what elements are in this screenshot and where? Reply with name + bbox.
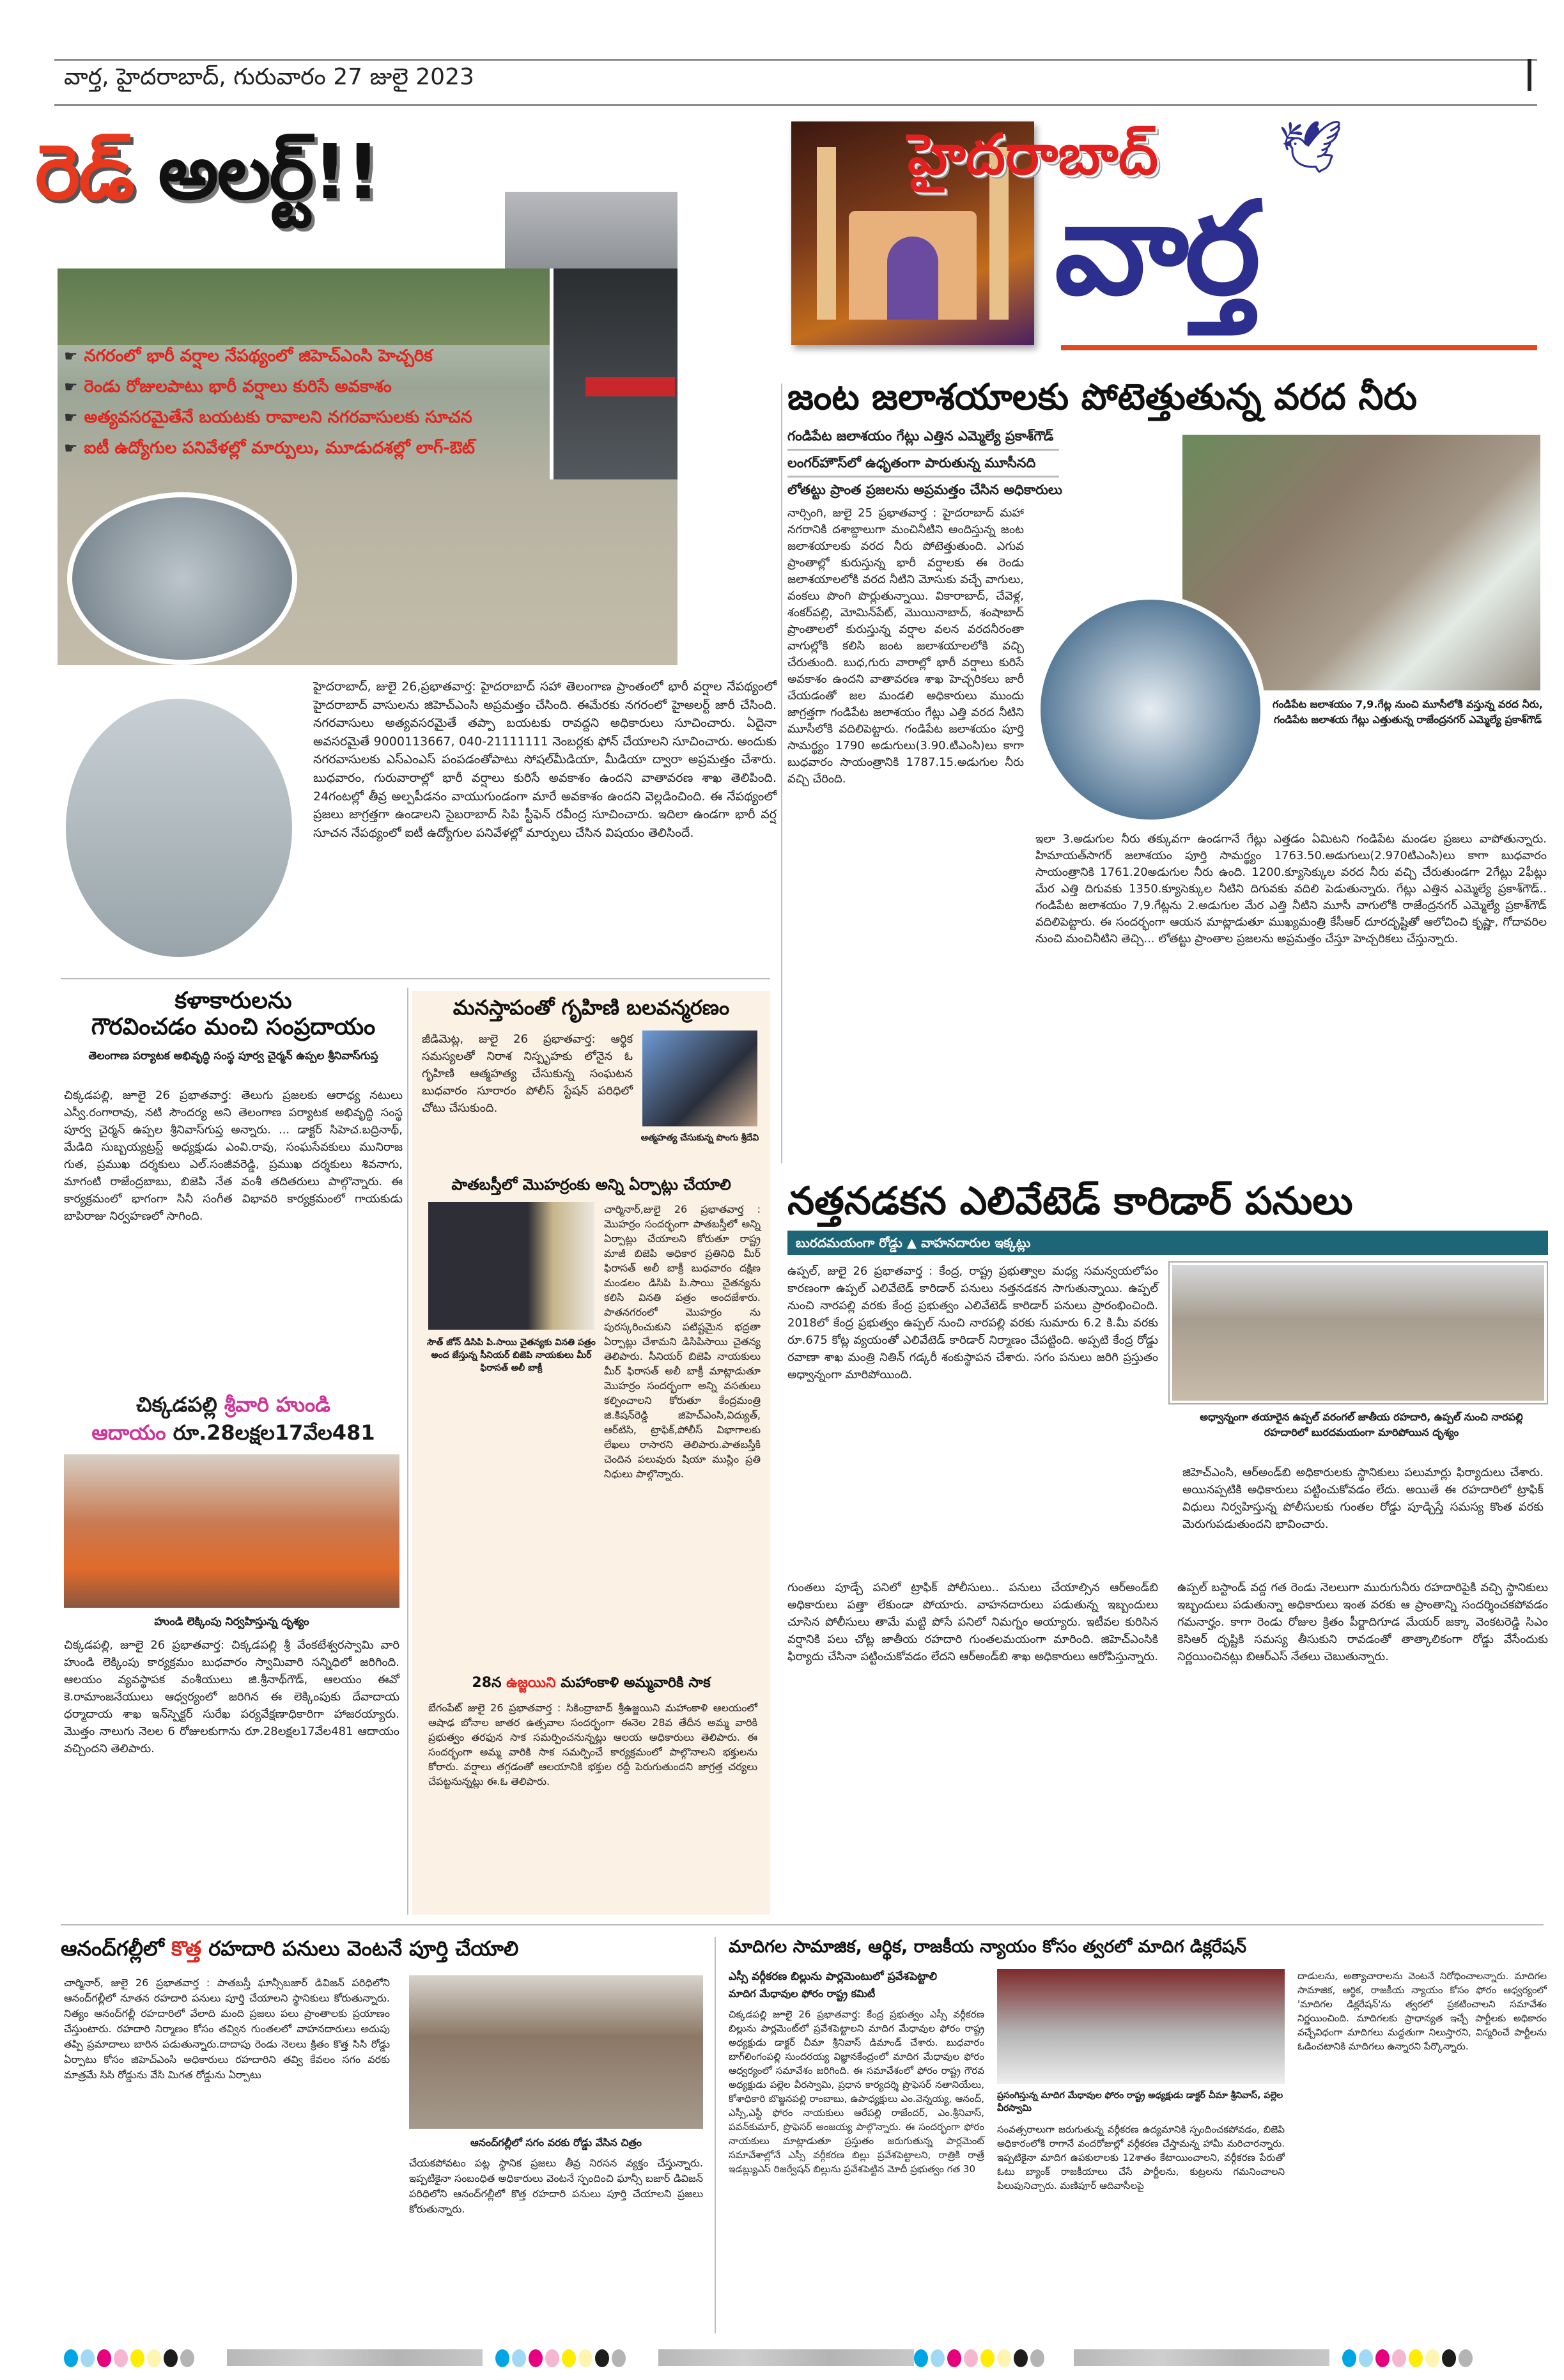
hundi-body: చిక్కడపల్లి, జూలై 26 ప్రభాతవార్త: చిక్కడపల్లి శ్రీ వేంకటేశ్వరస్వామి వారి హుండి లెక్కింపు కార్యక్రమం బుధవారం స్వామివారి సన్నిధిలో జరిగింది. ఆలయం వ్యవస్థాపక వంశీయులు జి.శ్రీనాథ్‌గౌడ్, ఆలయం ఈవో కె.రామాంజనేయులు ఆధ్వర్యంలో జరిగిన ఈ లెక్కింపుకు దేవాదాయ ధర్మాదాయ శాఖ ఇన్‌స్పెక్టర్ సురేఖ పర్యవేక్షణాధికారిగా హాజరయ్యారు. మొత్తం నాలుగు నెలల 6 రోజులకుగాను రూ.28లక్షల17వేల481 ఆదాయం వచ్చిందని తెలిపారు.	[64, 1638, 399, 1755]
anandgalli-headline: ఆనంద్‌గల్లీలో కొత్త రహదారి పనులు వెంటనే పూర్తి చేయాలి	[61, 1936, 519, 1961]
ujjaini-headline: 28న ఉజ్జయిని మహాంకాళి అమ్మవారికి సాక	[472, 1675, 711, 1691]
color-swatch-dot	[914, 2349, 928, 2367]
color-swatch-dot	[578, 2349, 592, 2367]
section-divider	[61, 1924, 1544, 1925]
hundi-headline: చిక్కడపల్లి శ్రీవారి హుండి ఆదాయం రూ.28లక్షల17వేల481	[91, 1392, 375, 1445]
street-photo-caption: ఆనంద్‌గల్లీలో సగం వరకు రోడ్డు వేసిన చిత్రం	[470, 2136, 642, 2149]
top-rule	[54, 59, 1537, 61]
victim-photo-caption: ఆత్మహత్య చేసుకున్న పొంగు శ్రీదేవి	[640, 1133, 759, 1143]
color-swatch-dot	[545, 2349, 559, 2367]
color-swatch-dot	[997, 2349, 1011, 2367]
color-swatch-dot	[980, 2349, 995, 2367]
corridor-body-3: జిహెచ్ఎంసి, ఆర్‌అండ్‌బి అధికారులకు స్థానికులు పలుమార్లు ఫిర్యాదులు చేశారు. అయినప్పటికి అధికారులు పట్టించుకోవడం లేదు. అయితే ఈ రహదారిలో ట్రాఫిక్ విధులు నిర్వహిస్తున్న పోలీసులకు గుంతల రోడ్డు పూడ్చిస్తే సమస్య కొంత వరకు మెరుగుపడుతుందని భావించారు.	[1182, 1466, 1544, 1531]
muharram-body: చార్మినార్,జులై 26 ప్రభాతవార్త : మొహర్రం సందర్భంగా పాతబస్తీలో అన్ని ఏర్పాట్లు చేయాలని కోరుతూ రాష్ట్ర మాజీ బిజెపి అధికార ప్రతినిధి మీర్ ఫిరాసత్ అలీ బాక్రీ బుధవారం దక్షిణ మండలం డిసిపి పి.సాయి చైతన్యను కలిసి వినతి పత్రం అందజేశారు. పాతనగరంలో మొహర్రం ను పురస్కరించుకుని పటిష్టమైన భద్రతా ఏర్పాట్లు చేశామని డిసిపిసాయి చైతన్య తెలిపారు. సీనియర్ బిజెపి నాయకులు మీర్ ఫిరాసత్ అలీ బాక్రీ మాట్లాడుతూ మొహర్రం సందర్భంగా అన్ని వసతులు కల్పించాలని కోరుతూ కేంద్రమంత్రి జి.కిషన్‌రెడ్డి జిహెచ్ఎంసి,విద్యుత్, ఆర్‌టిసి, ట్రాఫిక్,పోలీస్ విభాగాలకు లేఖలు రాసారని తెలిపారు.పాతబస్తీకి చెందిన పలువురు షియా ముస్లిం ప్రతి నిధులు పాల్గొన్నారు.	[604, 1203, 761, 1480]
road-photo-caption: అధ్వాన్నంగా తయారైన ఉప్పల్ వరంగల్ జాతీయ రహదారి, ఉప్పల్ నుంచి నారపల్లి రహదారిలో బురదమయంగా మారిపోయిన దృశ్యం	[1200, 1411, 1523, 1438]
corridor-headline: నత్తనడకన ఎలివేటెడ్ కారిడార్ పనులు	[787, 1179, 1353, 1224]
reservoirs-body-2: ఇలా 3.అడుగుల నీరు తక్కువగా ఉండగానే గేట్లు ఎత్తడం ఏమిటని గండిపేట మండల ప్రజలు వాపోతున్నారు. హిమాయత్‌సాగర్ జలాశయం పూర్తి సామర్థ్యం 1763.50.అడుగులు(2.970టిఎంసి)లు కాగా బుధవారం సాయంత్రానికి 1761.20అడుగుల నీరు ఉంది. 1200.క్యూసెక్కుల వరద నీరు వచ్చి చేరుతుండగా 2గేట్లు 2ఫీట్లు మేర ఎత్తి దిగువకు 1350.క్యూసెక్కుల నీటిని దిగువకు వదిలి పెడుతున్నారు. గేట్లు ఎత్తిన ఎమ్మెల్యే ప్రకాశ్‌గౌడ్.. గండిపేట జలాశయం 7,9.గేట్లను 2.అడుగుల మేర ఎత్తి నీటిని మూసీ వాగులోకి రాజేంద్రనగర్ ఎమ్మెల్యే ప్రకాశ్‌గౌడ్ వదిలిపెట్టారు. ఈ సందర్భంగా ఆయన మాట్లాడుతూ ముఖ్యమంత్రి కేసీఆర్ దూరదృష్టితో ఆలోచించి కృష్ణా, గోదావరిల నుంచి మంచినీటిని తెచ్చి... లోతట్టు ప్రాంతాల ప్రజలను అప్రమత్తం చేస్తూ హెచ్చరికలు చేస్తున్నారు.	[1035, 832, 1547, 945]
color-swatches	[914, 2349, 1044, 2367]
color-swatch-dot	[147, 2349, 161, 2367]
color-swatch-dot	[947, 2349, 961, 2367]
reservoirs-body: నార్సింగి, జులై 25 ప్రభాతవార్త : హైదరాబాద్ మహా నగరానికి దశాబ్దాలుగా మంచినీటిని అందిస్తున్న జంట జలాశయాలకు వరద నీరు పోటెత్తుతుంది. ఎగువ ప్రాంతాల్లో కురుస్తున్న భారీ వర్షాలకు ఈ రెండు జలాశయాలలోకి వరద నీటిని మోసుకు వచ్చే వాగులు, వంకలు పొంగి పొర్లుతున్నాయి. వికారాబాద్, చేవెళ్ల, శంకర్‌పల్లి, మోమిన్‌పేట్, మొయినాబాద్, శంషాబాద్ ప్రాంతాలలో కురుస్తున్న వర్షాల వలన వరదనీరంతా వాగుల్లోకి కలిసి జంట జలాశయాలలోకి వచ్చి చేరుతుంది. బుధ,గురు వారాల్లో భారీ వర్షాలు కురిసే అవకాశం ఉందని వాతావరణ శాఖ హెచ్చరికలు జారీ చేయడంతో జల మండలి అధికారులు ముందు జాగ్రత్తగా గండిపేట జలాశయం గేట్లు ఎత్తి వరద నీటిని మూసీలోకి వదిలిపెట్టారు. గండిపేట జలాశయం పూర్తి సామర్థ్యం 1790 అడుగులు(3.90.టిఎంసి)లు కాగా బుధవారం సాయంత్రానికి 1787.15.అడుగుల నీరు వచ్చి చేరింది.	[787, 506, 1024, 786]
subhead-divider	[787, 449, 1059, 451]
bullet-item: ☛ రెండు రోజులపాటు భారీ వర్షాలు కురిసే అవకాశం	[64, 377, 392, 396]
madiga-body-2: సంవత్సరాలుగా జరుగుతున్న వర్గీకరణ ఉద్యమానికి స్పందించకపోవడం, బిజెపి అధికారంలోకి రాగానే వందరోజుల్లో వర్గీకరణ చేస్తామన్న హామీ మరిచారన్నారు. ఇప్పటికైనా మాదిగ ఉపకులాలకు 12శాతం కేటాయించాలని, వర్గీకరణ పేరుతో ఓటు బ్యాంక్ రాజకీయాలు చేసే పార్టీలను, కుట్రలను గమనించాలని పిలుపునిచ్చారు. మణిపూర్ ఆదివాసీలపై	[997, 2124, 1285, 2191]
pointing-hand-icon: ☛	[64, 378, 78, 396]
color-swatch-dot	[81, 2349, 95, 2367]
red-alert-bullets	[64, 345, 537, 468]
ujjaini-body: బేగంపేట్ జులై 26 ప్రభాతవార్త : సికింద్రాబాద్ శ్రీఉజ్జయిని మహాంకాళి ఆలయంలో ఆషాఢ బోనాల జాతర ఉత్సవాల సందర్భంగా ఈనెల 28వ తేదీన అమ్మ వారికి ప్రభుత్వం తరఫున సాక సమర్పించనున్నట్లు ఆలయ అధికారులు తెలిపారు. ఈ సందర్భంగా అమ్మ వారికి సాక సమర్పించే కార్యక్రమంలో పాల్గొనాలని భక్తులను కోరారు. వర్షాలు తగ్గడంతో ఆలయానికి భక్తుల రద్దీ పెరుగుతుందని జాగ్రత్త చర్యలు చేపట్టనున్నట్లు ఈ.ఓ తెలిపారు.	[428, 1702, 757, 1787]
anandgalli-body: చార్మినార్, జులై 26 ప్రభాతవార్త : పాతబస్తీ ఘాన్సీబజార్ డివిజన్ పరిధిలోని ఆనంద్‌గల్లీలో నూతన రహదారి పనులు పూర్తి చేయాలని స్థానికులు కోరుతున్నారు. నిత్యం ఆనంద్‌గల్లీ రహదారిలో వేలాది మంది ప్రజలు పలు ప్రాంతాలకు ప్రయాణం చేస్తుంటారు. రహదారి నిర్మాణం కోసం తవ్విన గుంతలలో వాహనదారులు అదుపు తప్పి ప్రమాదాలు బారిన పడుతున్నారు.దాదాపు రెండు నెలలు క్రితం కొత్త సిసి రోడ్డు ఏర్పాటు కోసం జిహెచ్ఎంసి అధికారులు రహదారిని తవ్వి కేవలం సగం వరకు మాత్రమే సిసి రోడ్డును వేసి మిగత రోడ్డును ఏర్పాటు	[64, 1977, 390, 2081]
masthead-underline	[1061, 345, 1537, 350]
suicide-headline: మనస్తాపంతో గృహిణి బలవన్మరణం	[453, 995, 730, 1020]
petition-handover-photo	[428, 1202, 594, 1330]
red-alert-headline	[35, 128, 380, 216]
page-marker	[1528, 59, 1531, 91]
dateline: వార్త, హైదరాబాద్, గురువారం 27 జులై 2023	[64, 64, 474, 90]
madiga-body-3: దాడులను, అత్యాచారాలను వెంటనే నిరోధించాలన్నారు. మాదిగల సామాజిక, ఆర్థిక, రాజకీయ న్యాయం కోసం ఫోరం ఆధ్వర్యంలో 'మాదిగల డిక్లరేషన్'ను త్వరలో ప్రకటించాలని సమావేశం నిర్ణయించింది. మాదిగలకు ప్రాధాన్యత ఇచ్చే పార్టీలకు అధికారం వచ్చేవిధంగా మాదిగలు మద్దతుగా నిలుస్తారని, విస్మరించే పార్టీలను ఓడించటానికి మాదిగలు ఉన్నారని పేర్కొన్నారు.	[1297, 1970, 1547, 2052]
color-swatch-dot	[1459, 2349, 1473, 2367]
reservoirs-headline: జంట జలాశయాలకు పోటెత్తుతున్న వరద నీరు	[787, 377, 1418, 418]
color-swatch-dot	[931, 2349, 945, 2367]
color-swatch-dot	[180, 2349, 194, 2367]
madiga-subhead-2: మాదిగ మేధావుల ఫోరం రాష్ట్ర కమిటీ	[729, 1987, 876, 2000]
muharram-headline: పాతబస్తీలో మొహర్రంకు అన్ని ఏర్పాట్లు చేయాలి	[451, 1176, 731, 1194]
print-color-bar	[0, 2349, 1564, 2368]
reservoirs-subhead-2: లంగర్‌హౌస్‌లో ఉధృతంగా పారుతున్న మూసీనది	[787, 455, 1036, 471]
red-alert-word-alert: అలర్ట్!!	[158, 128, 380, 216]
gray-strip	[227, 2349, 483, 2366]
color-swatch-dot	[964, 2349, 978, 2367]
gate-opening-ceremony-photo	[1035, 595, 1266, 825]
gray-strip	[658, 2349, 914, 2366]
red-alert-word-red: రెడ్	[35, 128, 134, 216]
red-alert-body: హైదరాబాద్, జులై 26,ప్రభాతవార్త: హైదరాబాద్ సహా తెలంగాణ ప్రాంతంలో భారీ వర్షాల నేపథ్యంలో హైదరాబాద్ వాసులను జిహెచ్ఎంసి అప్రమత్తం చేసింది. ఈమేరకు నగరంలో హైఅలర్ట్ జారీ చేసింది. నగరవాసులు అత్యవసరమైతే తప్పా బయటకు రావద్దని అధికారులు సూచించారు. ఏదైనా అవసరమైతే 9000113667, 040-21111111 నెంబర్లకు ఫోన్ చేయాలని సూచించారు. అందుకు నగరవాసులకు ఎస్ఎంఎస్ పంపడంతోపాటు సోషల్‌మీడియా, మీడియా ద్వారా అప్రమత్తం చేశారు. బుధవారం, గురువారాల్లో భారీ వర్షాలు కురిసే అవకాశం ఉందని వాతావరణ శాఖ తెలిపింది. 24గంటల్లో తీవ్ర అల్పపీడనం వాయుగుండంగా మారే అవకాశం ఉందని వెల్లడించింది. ఈ నేపథ్యంలో ప్రజలు జాగ్రత్తగా ఉండాలని సైబరాబాద్ సిపి స్టీఫెన్ రవీంద్ర సూచించారు. ఇదిలా ఉండగా భారీ వర్ష సూచన నేపథ్యంలో ఐటీ ఉద్యోగుల పనివేళల్లో మార్పులు చేసిన విషయం తెలిసిందే.	[313, 680, 777, 840]
color-swatch-dot	[97, 2349, 111, 2367]
color-swatch-dot	[1014, 2349, 1028, 2367]
artists-body: చిక్కడపల్లి, జూలై 26 ప్రభాతవార్త: తెలుగు ప్రజలకు ఆరాధ్య నటులు ఎస్వీ.రంగారావు, నటి సౌందర్య అని తెలంగాణ పర్యాటక అభివృద్ధి సంస్థ పూర్వ చైర్మన్ ఉప్పల శ్రీనివాస్‌గుప్త అన్నారు. ... డాక్టర్ సిహెచ.బద్రినాథ్, మేడిది సుబ్బయ్యట్రస్ట్ అధ్యక్షుడు ఎంవి.రావు, సంఘసేవకులు మునిరాజ గుత, ప్రముఖ దర్శకులు ఎల్.సంజీవరెడ్డి, ప్రముఖ దర్శకులు శివనాగు, మాగంటి రాజేంద్రబాబు, బిజెపి నేత వంశీ తదితరులు పాల్గొన్నారు. ఈ కార్యక్రమంలో భాగంగా సినీ సంగీత విభావరి కార్యక్రమంలో గాయకుడు బాపిరాజు నిర్వహణలో సాగింది.	[64, 1089, 403, 1223]
pointing-hand-icon: ☛	[64, 347, 78, 365]
color-swatch-dot	[1342, 2349, 1356, 2367]
victim-photo	[642, 1031, 757, 1126]
color-swatch-dot	[64, 2349, 78, 2367]
color-swatches	[1342, 2349, 1473, 2367]
reservoirs-subhead-1: గండిపేట జలాశయం గేట్లు ఎత్తిన ఎమ్మెల్యే ప్రకాశ్‌గౌడ్	[787, 428, 1054, 444]
color-swatch-dot	[512, 2349, 526, 2367]
artists-headline: కళాకారులను గౌరవించడం మంచి సంప్రదాయం	[91, 988, 376, 1041]
corridor-body: ఉప్పల్, జులై 26 ప్రభాతవార్త : కేంద్ర, రాష్ట్ర ప్రభుత్వాల మధ్య సమన్వయలోపం కారణంగా ఉప్పల్ ఎలివేటెడ్ కారిడార్ పనులు నత్తనడకన సాగుతున్నాయి. ఉప్పల్ నుంచి నారపల్లి వరకు కేంద్ర ప్రభుత్వం ఎలివేటెడ్ కారిడార్ పనులు ప్రారంభించింది. 2018లో కేంద్ర ప్రభుత్వం ఉప్పల్ నుంచి నారపల్లి వరకు సుమారు 6.2 కి.మీ వరకు రూ.675 కోట్ల వ్యయంతో ఎలివేటెడ్ కారిడార్ నిర్మాణం చేపట్టింది. అప్పటి కేంద్ర రోడ్డు రవాణా శాఖ మంత్రి నితిన్ గడ్కరీ శంకుస్థాపన చేశారు. సగం పనులు జరిగి ప్రస్తుతం అధ్వాన్నంగా మారిపోయింది.	[787, 1264, 1158, 1381]
bullet-item: ☛ ఐటీ ఉద్యోగుల పనివేళల్లో మార్పులు, మూడుదశల్లో లాగ్-ఔట్	[64, 439, 476, 458]
suicide-body: జీడిమెట్ల, జులై 26 ప్రభాతవార్త: ఆర్థిక సమస్యలతో నిరాశ నిస్పృహకు లోనైన ఓ గృహిణి ఆత్మహత్య చేసుకున్న సంఘటన బుధవారం సూరారం పోలీస్ స్టేషన్ పరిధిలో చోటు చేసుకుంది.	[422, 1032, 633, 1115]
madiga-subhead-1: ఎస్సీ వర్గీకరణ బిల్లును పార్లమెంటులో ప్రవేశపెట్టాలి	[729, 1970, 938, 1983]
color-swatch-dot	[1359, 2349, 1373, 2367]
color-swatch-dot	[164, 2349, 178, 2367]
madiga-headline: మాదిగల సామాజిక, ఆర్థిక, రాజకీయ న్యాయం కోసం త్వరలో మాదిగ డిక్లరేషన్	[729, 1937, 1247, 1957]
color-swatches	[64, 2349, 194, 2367]
pointing-hand-icon: ☛	[64, 408, 78, 426]
fire-trucks-photo	[550, 268, 677, 479]
dam-photo-caption: గండిపేట జలాశయం 7,9.గేట్ల నుంచి మూసీలోకి వస్తున్న వరద నీరు, గండిపేట జలాశయ గేట్లు ఎత్తుతున్న రాజేంద్రనగర్ ఎమ్మెల్యే ప్రకాశ్‌గౌడ్	[1273, 698, 1543, 726]
color-swatches	[495, 2349, 626, 2367]
header-rule	[54, 104, 1537, 106]
street-photo	[409, 1975, 703, 2129]
hundi-counting-photo	[64, 1454, 399, 1608]
umbrella-girls-photo	[61, 694, 297, 962]
bullet-item: ☛ నగరంలో భారీ వర్షాల నేపథ్యంలో జిహెచ్ఎంసి హెచ్చరిక	[64, 346, 433, 366]
color-swatch-dot	[1442, 2349, 1456, 2367]
masthead-city: హైదరాబాద్	[908, 121, 1158, 187]
dove-icon: 🕊	[1278, 117, 1343, 176]
color-swatch-dot	[495, 2349, 509, 2367]
color-swatch-dot	[1425, 2349, 1439, 2367]
color-swatch-dot	[562, 2349, 576, 2367]
subhead-divider	[787, 476, 1059, 478]
corridor-subhead: బురదమయంగా రోడ్డు ▲ వాహనదారుల ఇక్కట్లు	[796, 1235, 1031, 1250]
madiga-meeting-photo	[997, 1969, 1285, 2084]
color-swatch-dot	[1409, 2349, 1423, 2367]
madiga-body: చిక్కడపల్లి జూలై 26 ప్రభాతవార్త: కేంద్ర ప్రభుత్వం ఎస్సీ వర్గీకరణ బిల్లును పార్లమెంట్‌లో ప్రవేశపెట్టాలని మాదిగ మేధావుల ఫోరం రాష్ట్ర అధ్యక్షుడు డాక్టర్ చీమా శ్రీనివాస్ డిమాండ్ చేశారు. బుధవారం బాగ్‌లింగంపల్లి సుందరయ్య విజ్ఞానకేంద్రంలో మాదిగ మేధావుల ఫోరం ఆధ్వర్యంలో సమావేశం జరిగింది. ఈ సమావేశంలో ఫోరం రాష్ట్ర గౌరవ అధ్యక్షుడు పల్లెల వీరస్వామి, ప్రధాన కార్యదర్శి ప్రొఫెసర్ నతానియేలు, కోశాధికారి బొజ్జనపల్లి రాంబాబు, ఉపాధ్యక్షులు ఎం.వెన్నయ్య, ఆనంద్, ఎస్సీ,ఎస్టీ ఫోరం నాయకులు ఆరేపల్లి రాజేందర్, ఎం.శ్రీనివాస్, పవన్‌కుమార్, ప్రొఫెసర్ అంజయ్య పాల్గొన్నారు. ఈ సందర్భంగా ఫోరం నాయకులు మాట్లాడుతూ ప్రస్తుతం జరుగుతున్న పార్లమెంట్ సమావేశాల్లోనే ఎస్సీ వర్గీకరణ బిల్లు ప్రవేశపెట్టాలని, రాత్రికి రాత్రే ఇడబ్ల్యుఎస్ రిజర్వేషన్ బిల్లును ప్రవేశపెట్టిన మోదీ ప్రభుత్వం గత 30	[729, 2009, 984, 2175]
column-divider	[407, 988, 408, 1915]
gray-strip	[1074, 2349, 1329, 2366]
warning-board-photo	[67, 492, 297, 665]
color-swatch-dot	[1392, 2349, 1406, 2367]
building-photo	[505, 192, 677, 268]
artists-subhead: తెలంగాణ పర్యాటక అభివృద్ధి సంస్థ పూర్వ చైర్మన్ ఉప్పల శ్రీనివాస్‌గుప్త	[88, 1050, 378, 1062]
masthead-paper-name: వార్త	[1055, 175, 1257, 323]
madiga-photo-caption: ప్రసంగిస్తున్న మాదిగ మేధావుల ఫోరం రాష్ట్ర అధ్యక్షుడు డాక్టర్ చీమా శ్రీనివాస్, పల్లెల వీరస్వామి	[997, 2090, 1283, 2113]
color-swatch-dot	[1375, 2349, 1390, 2367]
section-divider	[61, 978, 770, 979]
petition-photo-caption: సౌత్ జోన్ డిసిపి పి.సాయి చైతన్యకు వినతి పత్రం అంద జేస్తున్న సీనియర్ బిజెపి నాయకులు మీర్ ఫిరాసత్ అలీ బాక్రీ	[427, 1337, 596, 1373]
color-swatch-dot	[612, 2349, 626, 2367]
column-divider	[715, 1937, 716, 2333]
color-swatch-dot	[595, 2349, 609, 2367]
pointing-hand-icon: ☛	[64, 439, 78, 457]
hundi-photo-caption: హుండి లెక్కింపు నిర్వహిస్తున్న దృశ్యం	[154, 1615, 309, 1628]
color-swatch-dot	[529, 2349, 543, 2367]
color-swatch-dot	[1030, 2349, 1044, 2367]
corridor-body-2: గుంతలు పూడ్చే పనిలో ట్రాఫిక్ పోలీసులు.. పనులు చేయాల్సిన ఆర్‌అండ్‌బి అధికారులు పత్తా లేకుండా పోయారు. వాహనదారులు పడుతున్న ఇబ్బందులు చూసిన పోలీసులు తామే మట్టి పోసే పనిలో నిమగ్నం అయ్యారు. ఇటీవల కురిసిన వర్షానికి పలు చోట్ల జాతీయ రహదారి గుంతలమయంగా మారింది. జిహెచ్ఎంసికి ఫిర్యాదు చేసినా పట్టించుకోవడం లేదని ఆర్‌అండ్‌బి శాఖ అధికారులు ఆరోపిస్తున్నారు. ఉప్పల్ బస్టాండ్ వద్ద గత రెండు నెలలుగా మురుగునీరు రహదారిపైకి వచ్చి స్థానికులు ఇబ్బందులు పడుతున్నా అధికారులు ఇంత వరకు ఆ ప్రాంతాన్ని సందర్శించకపోవడం గమనార్హం. కాగా రెండు రోజుల క్రితం పీర్జాదిగూడ మేయర్ జక్కా వెంకటరెడ్డి సిఎం కెసిఆర్ దృష్టికి సమస్య తీసుకుని రావడంతో తాత్కాలికంగా రోడ్డు వేసేందుకు నిర్ణయించినట్లు బిఆర్ఎస్ నేతలు చెబుతున్నారు.	[787, 1581, 1548, 1663]
bullet-item: ☛ అత్యవసరమైతేనే బయటకు రావాలని నగరవాసులకు సూచన	[64, 408, 472, 427]
color-swatch-dot	[114, 2349, 128, 2367]
reservoirs-subhead-3: లోతట్టు ప్రాంత ప్రజలను అప్రమత్తం చేసిన అధికారులు	[787, 482, 1063, 497]
damaged-road-photo	[1170, 1263, 1547, 1403]
color-swatch-dot	[130, 2349, 144, 2367]
anandgalli-body-2: చేయకపోవటం పట్ల స్థానిక ప్రజలు తీవ్ర నిరసన వ్యక్తం చేస్తున్నారు. ఇప్పటికైనా సంబంధిత అధికారులు వెంటనే స్పందించి ఘాన్సీ బజార్ డివిజన్ పరిధిలోని ఆనంద్‌గల్లీలో కొత్త రహదారి పనులు పూర్తి చేయాలని ప్రజలు కోరుతున్నారు.	[409, 2157, 703, 2215]
column-divider	[781, 384, 782, 1163]
